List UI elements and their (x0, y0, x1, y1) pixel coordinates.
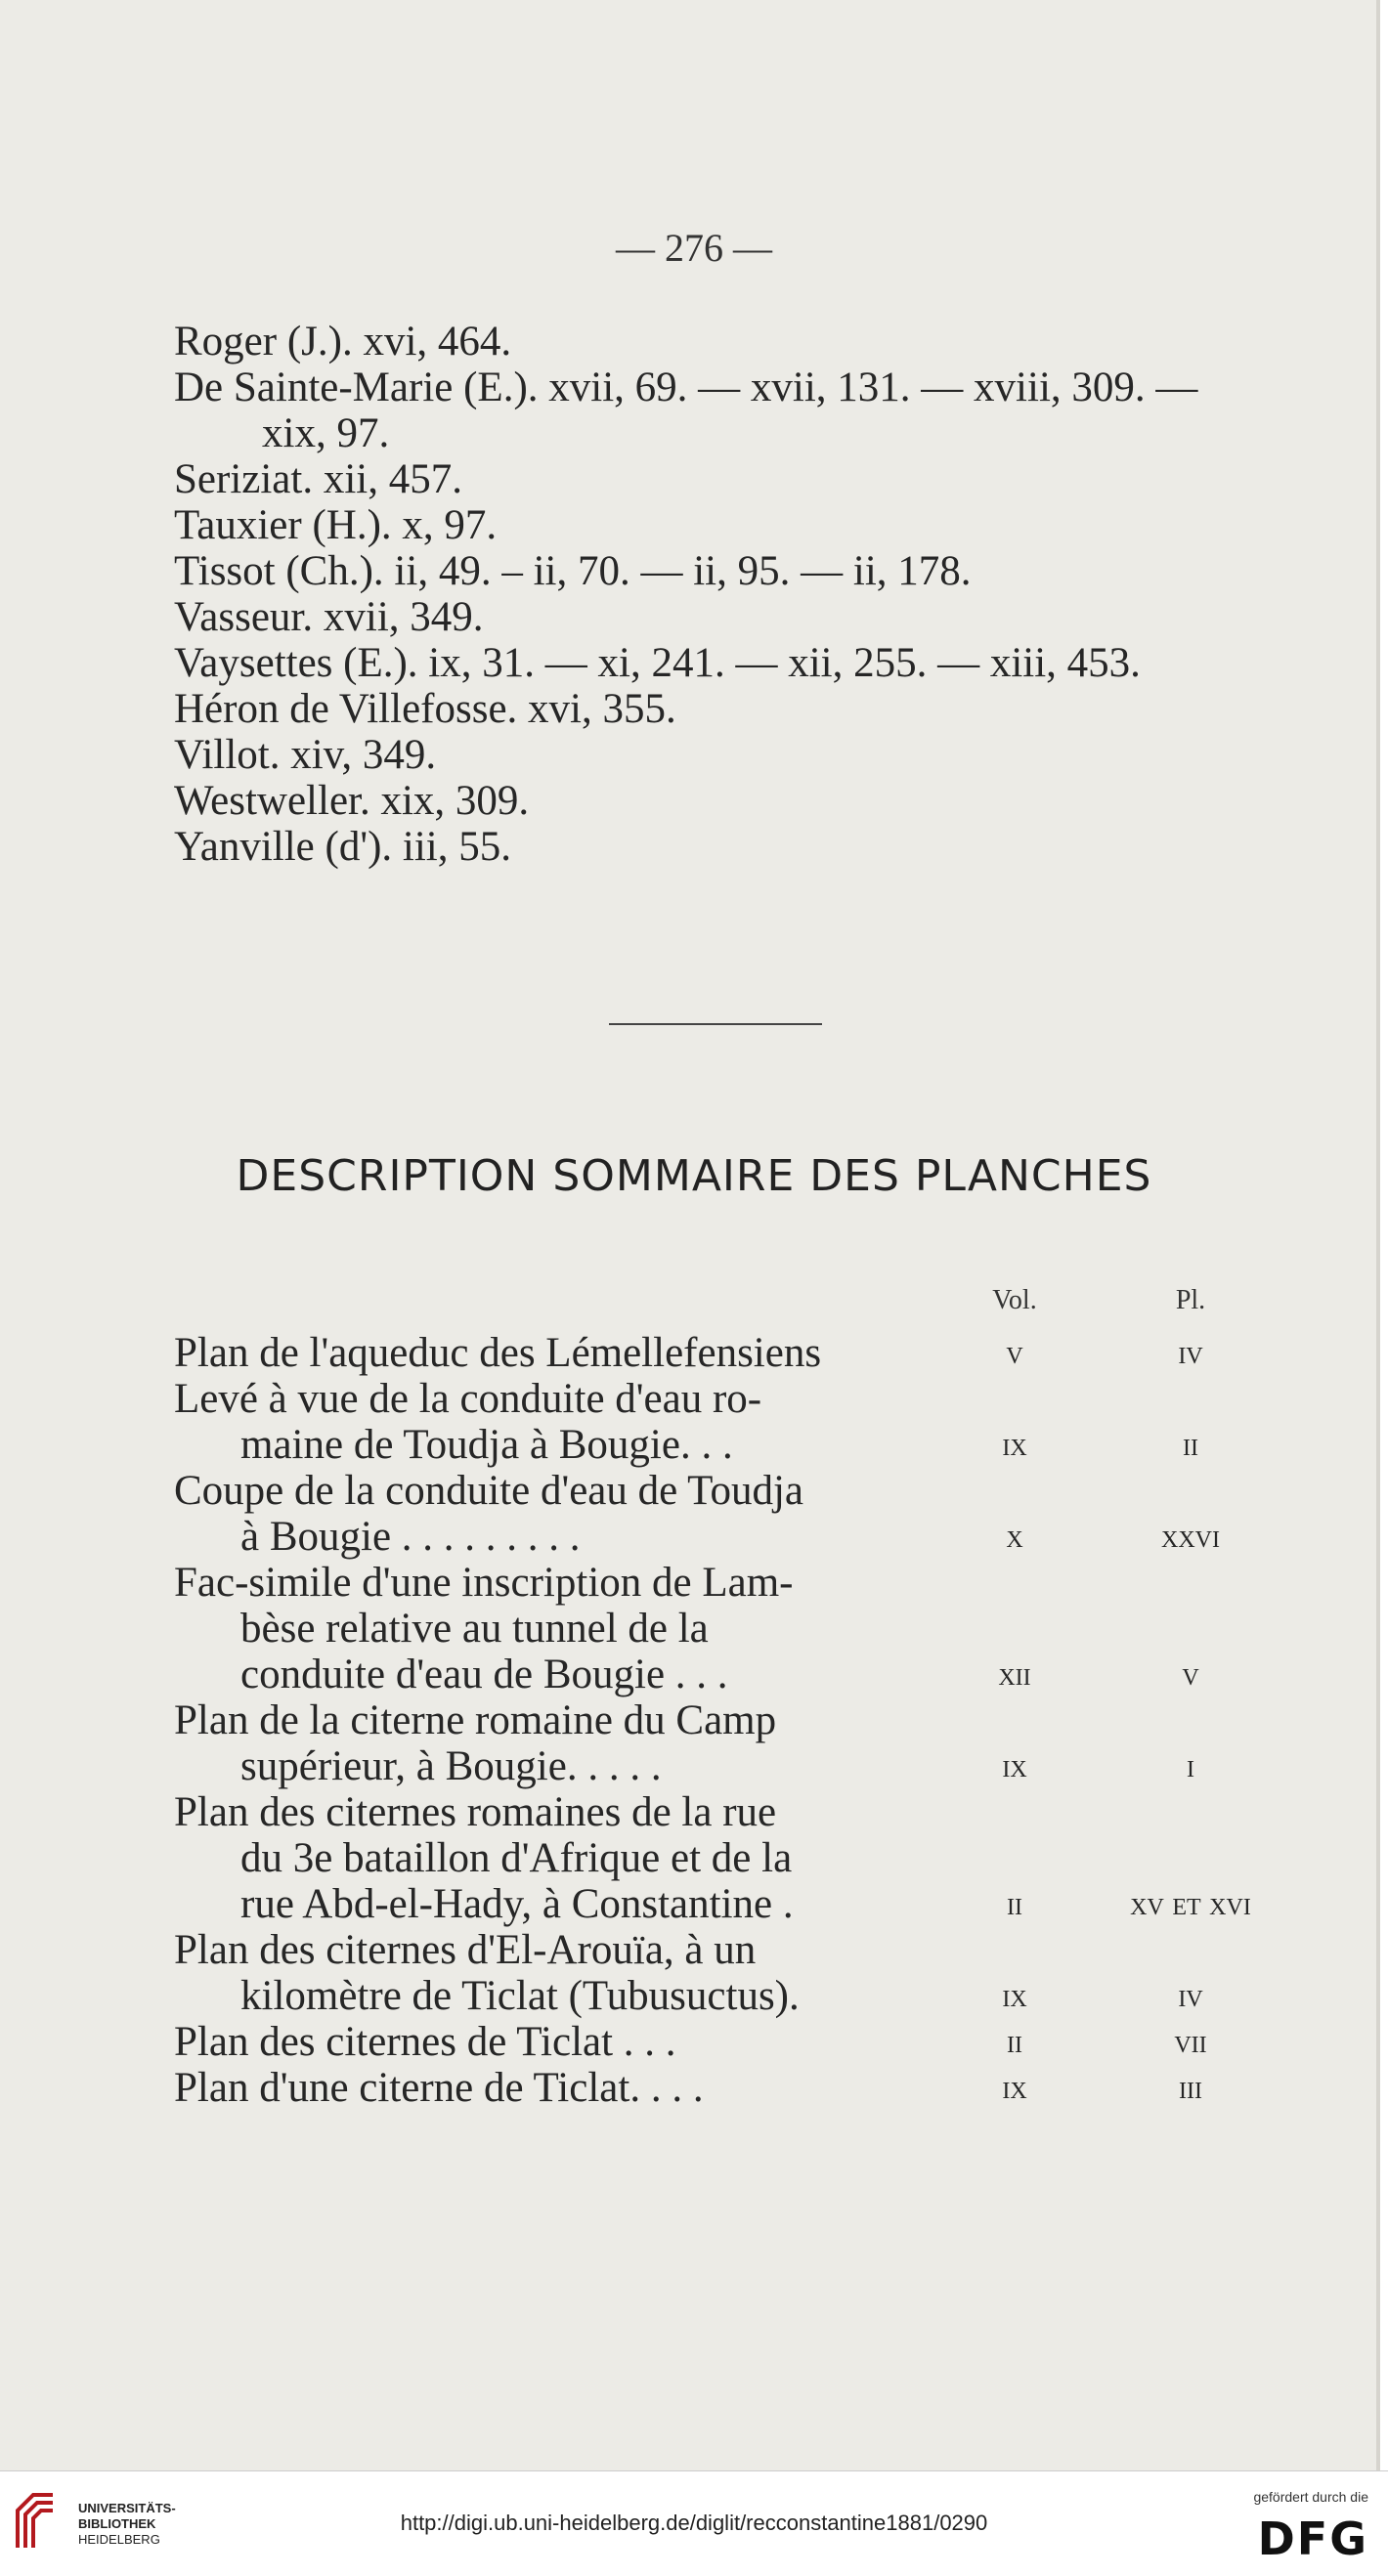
plate-row (174, 1330, 1288, 1376)
plate-volume-value: v (1006, 1335, 1023, 1371)
plate-row (174, 1697, 1288, 1789)
section-title: DESCRIPTION SOMMAIRE DES PLANCHES (236, 1151, 1152, 1201)
library-name-line1: UNIVERSITÄTS- (78, 2501, 176, 2515)
header-description (174, 1285, 936, 1330)
index-entry: Vasseur. xvii, 349. (174, 594, 484, 640)
plate-volume (936, 1560, 1093, 1697)
plates-table-header (174, 1285, 1288, 1330)
index-entry: Vaysettes (E.). ix, 31. — xi, 241. — xii, 255. — xiii, 453. (174, 640, 1141, 686)
plate-volume-value: ix (1002, 1978, 1027, 2014)
plate-description (174, 2019, 936, 2065)
plate-description (174, 1697, 936, 1789)
plate-volume-value: ix (1002, 1427, 1027, 1463)
index-entry: Villot. xiv, 349. (174, 732, 437, 778)
plate-number (1093, 1697, 1288, 1789)
index-entry: Seriziat. xii, 457. (174, 456, 462, 502)
viewer-footer (0, 2470, 1388, 2576)
plate-number (1093, 2065, 1288, 2111)
plate-number (1093, 1560, 1288, 1697)
page-number: — 276 — (616, 226, 772, 270)
plate-description (174, 1468, 936, 1560)
index-entry: Roger (J.). xvi, 464. (174, 319, 512, 365)
plate-row (174, 1789, 1288, 1927)
plate-number-value: iv (1178, 1978, 1203, 2014)
plate-number (1093, 2019, 1288, 2065)
plate-description-line: Plan d'une citerne de Ticlat. . . . (174, 2065, 704, 2111)
plate-row (174, 2065, 1288, 2111)
plate-volume-value: ii (1007, 2024, 1022, 2060)
plate-number (1093, 1330, 1288, 1376)
header-pl: Pl. (1175, 1285, 1206, 1315)
plates-table (174, 1285, 1288, 2111)
plate-number (1093, 1468, 1288, 1560)
plate-volume (936, 1376, 1093, 1468)
plate-description-line: conduite d'eau de Bougie . . . (240, 1652, 728, 1697)
funded-by-text: gefördert durch die (1253, 2489, 1368, 2505)
plate-volume-value: ix (1002, 1748, 1027, 1784)
plate-number-value: xxvi (1161, 1519, 1220, 1555)
plate-description-line: Coupe de la conduite d'eau de Toudja (174, 1468, 803, 1514)
plate-description (174, 1560, 936, 1697)
plate-volume (936, 2019, 1093, 2065)
plate-description-line: Plan de la citerne romaine du Camp (174, 1697, 777, 1743)
plate-volume (936, 1789, 1093, 1927)
plate-number (1093, 1376, 1288, 1468)
library-name-line2: BIBLIOTHEK (78, 2516, 156, 2531)
plate-description (174, 1376, 936, 1468)
plate-description (174, 1927, 936, 2019)
plate-volume-value: ii (1007, 1886, 1022, 1922)
plate-volume (936, 1468, 1093, 1560)
plate-description-line: Plan des citernes romaines de la rue (174, 1789, 777, 1835)
header-vol: Vol. (992, 1285, 1037, 1315)
plate-number-value: i (1187, 1748, 1194, 1784)
plate-description-line: kilomètre de Ticlat (Tubusuctus). (240, 1973, 800, 2019)
document-url-link[interactable]: http://digi.ub.uni-heidelberg.de/diglit/recconstantine1881/0290 (400, 2511, 988, 2535)
index-entry: Héron de Villefosse. xvi, 355. (174, 686, 676, 732)
plate-volume-value: xii (998, 1656, 1031, 1693)
plate-description-line: Plan de l'aqueduc des Lémellefensiens (174, 1330, 822, 1376)
plate-description-line: Fac-simile d'une inscription de Lam- (174, 1560, 794, 1606)
plate-description-line: bèse relative au tunnel de la (240, 1606, 709, 1652)
plate-description (174, 2065, 936, 2111)
plate-volume-value: ix (1002, 2070, 1027, 2106)
plate-volume-value: x (1006, 1519, 1023, 1555)
plate-number-value: xv et xvi (1130, 1886, 1251, 1922)
plate-volume (936, 2065, 1093, 2111)
plate-description-line: à Bougie . . . . . . . . . (240, 1514, 581, 1560)
index-entry: Tissot (Ch.). ii, 49. – ii, 70. — ii, 95. — ii, 178. (174, 548, 972, 594)
plate-number-value: vii (1174, 2024, 1207, 2060)
plate-description-line: maine de Toudja à Bougie. . . (240, 1422, 733, 1468)
plate-row (174, 2019, 1288, 2065)
plate-description-line: rue Abd-el-Hady, à Constantine . (240, 1881, 794, 1927)
plate-description-line: Levé à vue de la conduite d'eau ro- (174, 1376, 762, 1422)
plate-row (174, 1560, 1288, 1697)
plate-number (1093, 1789, 1288, 1927)
plate-number-value: iii (1179, 2070, 1202, 2106)
library-name-line3: HEIDELBERG (78, 2532, 160, 2547)
plate-volume (936, 1927, 1093, 2019)
plate-volume (936, 1330, 1093, 1376)
plate-number (1093, 1927, 1288, 2019)
plate-description (174, 1789, 936, 1927)
plate-description-line: Plan des citernes d'El-Arouïa, à un (174, 1927, 757, 1973)
plate-description-line: Plan des citernes de Ticlat . . . (174, 2019, 676, 2065)
section-divider (609, 1023, 822, 1025)
plate-description (174, 1330, 936, 1376)
plate-number-value: v (1182, 1656, 1199, 1693)
plate-description-line: supérieur, à Bougie. . . . . (240, 1743, 662, 1789)
index-entry: Yanville (d'). iii, 55. (174, 824, 511, 870)
plate-row (174, 1927, 1288, 2019)
plate-volume (936, 1697, 1093, 1789)
author-index-list (174, 319, 1269, 870)
plate-row (174, 1376, 1288, 1468)
index-entry: De Sainte-Marie (E.). xvii, 69. — xvii, 131. — xviii, 309. — xix, 97. (174, 365, 1198, 456)
plate-row (174, 1468, 1288, 1560)
dfg-logo: DFG (1257, 2512, 1368, 2565)
index-entry: Westweller. xix, 309. (174, 778, 530, 824)
plate-number-value: iv (1178, 1335, 1203, 1371)
index-entry: Tauxier (H.). x, 97. (174, 502, 498, 548)
plate-description-line: du 3e bataillon d'Afrique et de la (240, 1835, 793, 1881)
plate-number-value: ii (1183, 1427, 1198, 1463)
